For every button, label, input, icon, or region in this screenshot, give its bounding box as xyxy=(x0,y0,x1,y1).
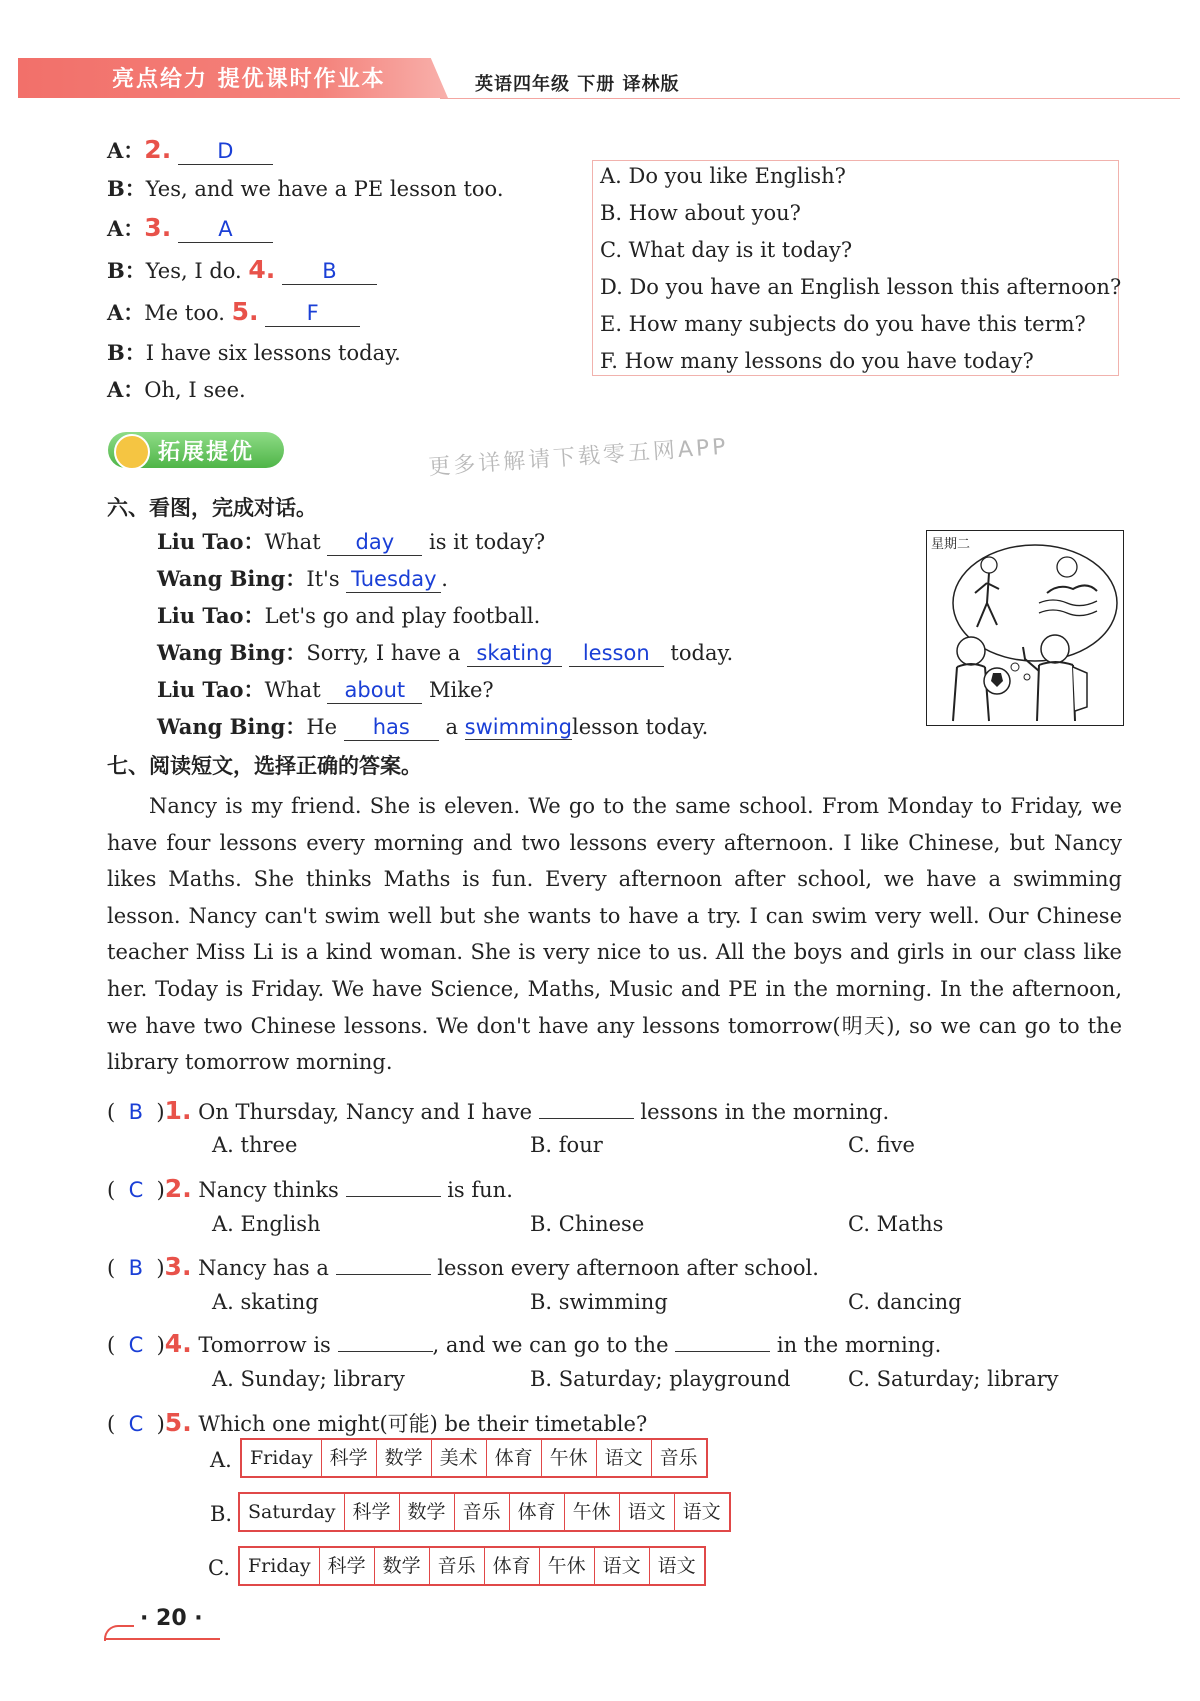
tt-cell: 数学 xyxy=(377,1440,432,1476)
tt-cell: 音乐 xyxy=(659,1447,698,1469)
tt-cell: 音乐 xyxy=(430,1548,485,1584)
cartoon-illustration xyxy=(927,531,1123,725)
header-subtitle: 英语四年级 下册 译林版 xyxy=(475,74,680,95)
option-f: F. How many lessons do you have today? xyxy=(600,349,1034,373)
tt-cell: 数学 xyxy=(400,1494,455,1530)
magnifier-icon xyxy=(114,434,150,470)
tt-cell: 语文 xyxy=(620,1494,675,1530)
timetable-c-label[interactable]: C. xyxy=(208,1556,230,1580)
tt-cell: 语文 xyxy=(595,1548,650,1584)
answer-blank[interactable]: Tuesday xyxy=(346,566,441,593)
tt-cell: 体育 xyxy=(510,1494,565,1530)
s6-line-1: Liu Tao：What day is it today? xyxy=(157,529,546,554)
option-e: E. How many subjects do you have this term? xyxy=(600,312,1086,336)
option-d: D. Do you have an English lesson this afternoon? xyxy=(600,275,1122,299)
q2-option-a[interactable]: A. English xyxy=(212,1212,321,1236)
timetable-c[interactable] xyxy=(238,1546,706,1586)
q4-option-a[interactable]: A. Sunday; library xyxy=(212,1367,405,1391)
timetable-a[interactable] xyxy=(240,1438,708,1478)
q3-option-c[interactable]: C. dancing xyxy=(848,1290,962,1314)
timetable-b-label[interactable]: B. xyxy=(210,1502,233,1526)
tt-cell: Saturday xyxy=(240,1494,345,1530)
q2-option-b[interactable]: B. Chinese xyxy=(530,1212,645,1236)
s6-line-4: Wang Bing：Sorry, I have a skating lesson today. xyxy=(157,640,734,665)
option-b: B. How about you? xyxy=(600,201,801,225)
answer-blank[interactable]: A xyxy=(178,216,273,243)
tt-cell: Friday xyxy=(240,1548,320,1584)
question-number: 5. xyxy=(231,297,259,326)
dialogue-line-7: A：Oh, I see. xyxy=(107,377,246,402)
stem-blank xyxy=(338,1329,433,1352)
stem-blank xyxy=(675,1329,770,1352)
dialogue-line-4: B：Yes, I do. 4. B xyxy=(107,256,377,285)
tt-cell: 午休 xyxy=(542,1440,597,1476)
s6-line-2: Wang Bing：It's Tuesday . xyxy=(157,566,448,591)
q4-option-b[interactable]: B. Saturday; playground xyxy=(530,1367,791,1391)
timetable-a-label[interactable]: A. xyxy=(210,1448,232,1472)
dialogue-line-2: B：Yes, and we have a PE lesson too. xyxy=(107,176,504,201)
question-number: 3. xyxy=(144,213,172,242)
watermark: 更多详解请下载零五网APP xyxy=(427,434,730,481)
section6-title: 六、看图，完成对话。 xyxy=(107,496,317,520)
answer-blank[interactable]: about xyxy=(327,677,422,704)
extension-title: 拓展提优 xyxy=(158,440,255,465)
answer-blank[interactable]: day xyxy=(327,529,422,556)
answer-blank[interactable]: D xyxy=(178,138,273,165)
q4-option-c[interactable]: C. Saturday; library xyxy=(848,1367,1059,1391)
tt-cell: 体育 xyxy=(487,1440,542,1476)
section7-title: 七、阅读短文，选择正确的答案。 xyxy=(107,754,422,778)
header-title: 亮点给力 提优课时作业本 xyxy=(112,67,386,92)
tt-cell: 语文 xyxy=(597,1440,652,1476)
q3-option-b[interactable]: B. swimming xyxy=(530,1290,668,1314)
tt-cell: 科学 xyxy=(322,1440,377,1476)
tt-cell: 科学 xyxy=(320,1548,375,1584)
reading-passage: Nancy is my friend. She is eleven. We go to the same school. From Monday to Friday, we have four lessons every morning and two lessons every afternoon. I like Chinese, but Nancy likes Maths. She thinks Maths is fun. Every afternoon after school, we have a swimming lesson. Nancy can't swim well but she wants to have a try. I can swim very well. Our Chinese teacher Miss Li is a kind woman. She is very nice to us. All the boys and girls in our class like her. Today is Friday. We have Science, Maths, Music and PE in the morning. In the afternoon, we have two Chinese lessons. We don't have any lessons tomorrow(明天), so we can go to the library tomorrow morning. xyxy=(107,794,1122,1075)
q2-option-c[interactable]: C. Maths xyxy=(848,1212,944,1236)
question-1: ( B )1. On Thursday, Nancy and I have lessons in the morning. xyxy=(107,1096,890,1125)
option-a: A. Do you like English? xyxy=(600,164,846,188)
dialogue-line-6: B：I have six lessons today. xyxy=(107,340,401,365)
answer-blank[interactable]: B xyxy=(282,258,377,285)
option-c: C. What day is it today? xyxy=(600,238,853,262)
question-number: 2. xyxy=(144,135,172,164)
tt-cell: 音乐 xyxy=(455,1494,510,1530)
answer-blank[interactable]: lesson xyxy=(569,640,664,667)
tt-cell: 科学 xyxy=(345,1494,400,1530)
answer-blank[interactable]: F xyxy=(265,300,360,327)
tt-cell: Friday xyxy=(242,1440,322,1476)
stem-blank xyxy=(539,1096,634,1119)
answer-blank[interactable]: skating xyxy=(467,640,562,667)
stem-blank xyxy=(346,1174,441,1197)
tt-cell: 语文 xyxy=(657,1555,696,1577)
question-5: ( C )5. Which one might(可能) be their timetable? xyxy=(107,1408,648,1437)
choice-answer[interactable]: C xyxy=(128,1178,144,1202)
q1-option-a[interactable]: A. three xyxy=(212,1133,298,1157)
q3-option-a[interactable]: A. skating xyxy=(212,1290,319,1314)
page-rule xyxy=(104,1638,220,1640)
choice-answer[interactable]: B xyxy=(128,1256,143,1280)
dialogue-line-1: A：2. D xyxy=(107,136,273,165)
dialogue-line-3: A：3. A xyxy=(107,214,273,243)
answer-blank[interactable]: swimming xyxy=(464,715,572,739)
picture-frame xyxy=(926,530,1124,726)
tt-cell: 语文 xyxy=(682,1501,721,1523)
choice-answer[interactable]: C xyxy=(128,1412,144,1436)
q1-option-b[interactable]: B. four xyxy=(530,1133,603,1157)
q1-option-c[interactable]: C. five xyxy=(848,1133,915,1157)
question-4: ( C )4. Tomorrow is , and we can go to the in the morning. xyxy=(107,1329,942,1358)
question-2: ( C )2. Nancy thinks is fun. xyxy=(107,1174,513,1203)
tt-cell: 午休 xyxy=(540,1548,595,1584)
tt-cell: 午休 xyxy=(565,1494,620,1530)
choice-answer[interactable]: C xyxy=(128,1333,144,1357)
stem-blank xyxy=(336,1252,431,1275)
tt-cell: 美术 xyxy=(432,1440,487,1476)
answer-blank[interactable]: has xyxy=(344,714,439,741)
choice-answer[interactable]: B xyxy=(128,1100,143,1124)
s6-line-3: Liu Tao：Let's go and play football. xyxy=(157,603,541,628)
header-rule xyxy=(440,98,1180,99)
timetable-b[interactable] xyxy=(238,1492,731,1532)
question-3: ( B )3. Nancy has a lesson every afternoon after school. xyxy=(107,1252,819,1281)
s6-line-5: Liu Tao：What about Mike? xyxy=(157,677,494,702)
tt-cell: 体育 xyxy=(485,1548,540,1584)
tt-cell: 数学 xyxy=(375,1548,430,1584)
question-number: 4. xyxy=(248,255,276,284)
options-box xyxy=(592,160,1122,376)
picture-label: 星期二 xyxy=(931,537,971,552)
dialogue-line-5: A：Me too. 5. F xyxy=(107,298,360,327)
page-number: · 20 · xyxy=(140,1606,203,1631)
s6-line-6: Wang Bing：He has a swimminglesson today. xyxy=(157,714,709,739)
